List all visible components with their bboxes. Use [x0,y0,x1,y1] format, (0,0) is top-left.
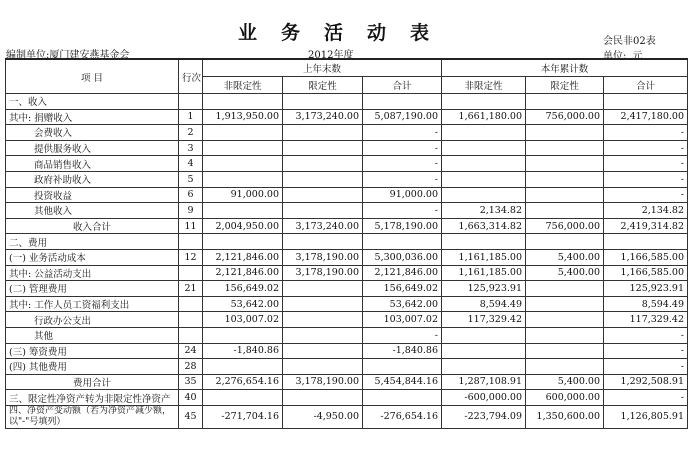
table-row [6,109,688,125]
cell-prev-restricted [283,125,363,141]
cell-prev-restricted [283,281,363,297]
activity-statement-table [5,58,688,429]
cell-prev-unrestricted: 1,913,950.00 [203,109,283,125]
cell-prev-restricted: 3,178,190.00 [283,249,363,265]
cell-prev-total [363,390,442,406]
row-item-label: 其他 [6,327,179,343]
row-number: 9 [179,203,203,219]
cell-prev-total: 5,454,844.16 [363,374,442,390]
cell-prev-total: 5,087,190.00 [363,109,442,125]
row-item-label: (一) 业务活动成本 [6,249,179,265]
header-prev-restricted: 限定性 [283,77,363,94]
cell-prev-total: - [363,203,442,219]
cell-prev-unrestricted [203,171,283,187]
cell-prev-unrestricted [203,156,283,172]
table-row [6,203,688,219]
header-item: 项 目 [6,59,179,94]
header-curr-year: 本年累计数 [442,59,688,77]
cell-curr-restricted [526,171,604,187]
cell-prev-restricted [283,140,363,156]
cell-curr-restricted: 600,000.00 [526,390,604,406]
cell-prev-total: - [363,327,442,343]
table-row [6,390,688,406]
cell-curr-total: - [604,390,688,406]
row-number: 35 [179,374,203,390]
row-number [179,265,203,281]
report-year: 2012年度 [308,50,354,61]
header-prev-year: 上年末数 [203,59,442,77]
cell-prev-unrestricted [203,327,283,343]
cell-prev-total: 103,007.02 [363,312,442,328]
cell-curr-unrestricted [442,343,526,359]
cell-curr-total: 1,166,585.00 [604,265,688,281]
row-number: 12 [179,249,203,265]
cell-prev-restricted: 3,173,240.00 [283,218,363,234]
cell-prev-total: 53,642.00 [363,296,442,312]
cell-curr-unrestricted: 1,287,108.91 [442,374,526,390]
cell-curr-total: 117,329.42 [604,312,688,328]
row-item-label: 四、净资产变动额（若为净资产减少额，以"-"号填列） [6,405,179,428]
cell-curr-restricted [526,187,604,203]
header-curr-restricted: 限定性 [526,77,604,94]
cell-prev-restricted [283,94,363,110]
cell-curr-total [604,234,688,250]
cell-curr-restricted [526,327,604,343]
cell-prev-restricted [283,327,363,343]
cell-prev-unrestricted: 2,121,846.00 [203,249,283,265]
cell-prev-total: - [363,125,442,141]
cell-curr-unrestricted: 1,161,185.00 [442,265,526,281]
cell-prev-total: - [363,140,442,156]
form-id: 会民非02表 [603,36,656,47]
cell-prev-restricted [283,359,363,375]
cell-curr-restricted [526,343,604,359]
cell-prev-restricted [283,171,363,187]
cell-prev-unrestricted [203,234,283,250]
cell-curr-unrestricted: 1,661,180.00 [442,109,526,125]
row-number: 5 [179,171,203,187]
cell-curr-total: 1,166,585.00 [604,249,688,265]
cell-curr-total: - [604,187,688,203]
cell-curr-total: - [604,343,688,359]
row-item-label: 行政办公支出 [6,312,179,328]
cell-prev-total: 91,000.00 [363,187,442,203]
cell-curr-unrestricted: -223,794.09 [442,405,526,428]
table-row [6,156,688,172]
cell-prev-total [363,94,442,110]
report-title: 业务活动表 [237,22,453,44]
cell-curr-restricted [526,296,604,312]
row-item-label: 商品销售收入 [6,156,179,172]
row-item-label: 其他收入 [6,203,179,219]
row-number: 3 [179,140,203,156]
cell-curr-unrestricted: 125,923.91 [442,281,526,297]
cell-prev-total: 2,121,846.00 [363,265,442,281]
cell-curr-restricted [526,359,604,375]
cell-curr-unrestricted [442,187,526,203]
row-number: 6 [179,187,203,203]
cell-curr-restricted: 756,000.00 [526,109,604,125]
cell-prev-total: -276,654.16 [363,405,442,428]
table-row [6,312,688,328]
cell-prev-total: - [363,156,442,172]
row-item-label: 会费收入 [6,125,179,141]
cell-prev-unrestricted: 156,649.02 [203,281,283,297]
cell-prev-restricted: -4,950.00 [283,405,363,428]
cell-curr-restricted [526,140,604,156]
cell-prev-restricted [283,390,363,406]
cell-curr-restricted: 5,400.00 [526,374,604,390]
table-row [6,296,688,312]
row-number: 45 [179,405,203,428]
cell-prev-unrestricted: 2,121,846.00 [203,265,283,281]
cell-curr-total: - [604,140,688,156]
header-curr-total: 合计 [604,77,688,94]
row-item-label: 三、限定性净资产转为非限定性净资产 [6,390,179,406]
cell-prev-unrestricted: 2,276,654.16 [203,374,283,390]
row-number: 11 [179,218,203,234]
table-row [6,265,688,281]
cell-curr-unrestricted [442,234,526,250]
cell-curr-unrestricted [442,94,526,110]
cell-curr-restricted: 756,000.00 [526,218,604,234]
cell-curr-unrestricted: 1,161,185.00 [442,249,526,265]
cell-prev-unrestricted: 91,000.00 [203,187,283,203]
cell-curr-restricted: 5,400.00 [526,249,604,265]
table-row [6,281,688,297]
row-item-label: (三) 筹资费用 [6,343,179,359]
cell-prev-unrestricted [203,125,283,141]
cell-prev-unrestricted: 53,642.00 [203,296,283,312]
cell-prev-unrestricted: -271,704.16 [203,405,283,428]
cell-prev-total [363,359,442,375]
cell-curr-total: - [604,125,688,141]
table-row [6,140,688,156]
table-row [6,125,688,141]
cell-curr-total: 2,417,180.00 [604,109,688,125]
row-item-label: 其中: 公益活动支出 [6,265,179,281]
cell-prev-restricted [283,312,363,328]
table-row [6,327,688,343]
table-row [6,374,688,390]
cell-prev-total [363,234,442,250]
row-number: 2 [179,125,203,141]
cell-prev-total: - [363,171,442,187]
cell-prev-restricted [283,203,363,219]
unit-label: 单位: [603,51,627,62]
row-item-label: (二) 管理费用 [6,281,179,297]
row-item-label: 费用合计 [6,374,179,390]
header-curr-unrestricted: 非限定性 [442,77,526,94]
cell-curr-total: 1,126,805.91 [604,405,688,428]
row-item-label: 二、费用 [6,234,179,250]
header-prev-total: 合计 [363,77,442,94]
cell-curr-restricted [526,203,604,219]
cell-curr-unrestricted [442,327,526,343]
table-row [6,249,688,265]
row-item-label: 投资收益 [6,187,179,203]
cell-prev-unrestricted [203,140,283,156]
cell-curr-unrestricted: 2,134.82 [442,203,526,219]
cell-curr-unrestricted: 117,329.42 [442,312,526,328]
cell-prev-unrestricted [203,359,283,375]
cell-curr-unrestricted [442,156,526,172]
cell-prev-total: -1,840.86 [363,343,442,359]
cell-prev-unrestricted [203,94,283,110]
row-item-label: 其中: 工作人员工资福利支出 [6,296,179,312]
organization-name: 编制单位:厦门建安燕基金会 [6,50,130,61]
cell-curr-unrestricted [442,140,526,156]
header-row-no: 行次 [179,59,203,94]
row-number: 21 [179,281,203,297]
row-number [179,234,203,250]
cell-prev-unrestricted [203,203,283,219]
cell-prev-unrestricted: -1,840.86 [203,343,283,359]
cell-prev-restricted [283,343,363,359]
row-item-label: 提供服务收入 [6,140,179,156]
cell-curr-total: - [604,359,688,375]
cell-curr-unrestricted: 8,594.49 [442,296,526,312]
table-row [6,218,688,234]
cell-curr-restricted: 5,400.00 [526,265,604,281]
unit-value: 元 [632,51,643,62]
table-row [6,405,688,428]
table-row [6,171,688,187]
cell-prev-unrestricted: 103,007.02 [203,312,283,328]
cell-curr-total: 1,292,508.91 [604,374,688,390]
row-number [179,94,203,110]
cell-curr-total: - [604,327,688,343]
cell-prev-restricted [283,234,363,250]
cell-curr-total: 2,134.82 [604,203,688,219]
table-row [6,187,688,203]
cell-curr-restricted [526,312,604,328]
cell-curr-total: - [604,156,688,172]
cell-curr-total [604,94,688,110]
cell-curr-total: 125,923.91 [604,281,688,297]
cell-curr-restricted [526,234,604,250]
cell-curr-unrestricted: -600,000.00 [442,390,526,406]
row-number: 40 [179,390,203,406]
cell-prev-restricted [283,296,363,312]
cell-prev-total: 5,300,036.00 [363,249,442,265]
table-row [6,94,688,110]
cell-prev-restricted: 3,173,240.00 [283,109,363,125]
cell-curr-unrestricted [442,171,526,187]
cell-prev-restricted: 3,178,190.00 [283,374,363,390]
cell-prev-total: 156,649.02 [363,281,442,297]
row-number: 28 [179,359,203,375]
cell-prev-restricted [283,156,363,172]
table-row [6,343,688,359]
cell-curr-total: - [604,171,688,187]
row-number: 24 [179,343,203,359]
table-body [6,94,688,429]
row-number: 1 [179,109,203,125]
table-row [6,234,688,250]
cell-prev-total: 5,178,190.00 [363,218,442,234]
cell-prev-restricted [283,187,363,203]
cell-prev-restricted: 3,178,190.00 [283,265,363,281]
row-item-label: 政府补助收入 [6,171,179,187]
cell-curr-restricted [526,281,604,297]
row-item-label: 其中: 捐赠收入 [6,109,179,125]
row-item-label: (四) 其他费用 [6,359,179,375]
cell-curr-restricted [526,156,604,172]
table-row [6,359,688,375]
cell-curr-restricted: 1,350,600.00 [526,405,604,428]
cell-curr-unrestricted [442,125,526,141]
cell-curr-total: 2,419,314.82 [604,218,688,234]
cell-curr-total: 8,594.49 [604,296,688,312]
row-number: 4 [179,156,203,172]
cell-curr-restricted [526,94,604,110]
cell-curr-restricted [526,125,604,141]
cell-prev-unrestricted [203,390,283,406]
cell-curr-unrestricted: 1,663,314.82 [442,218,526,234]
row-item-label: 收入合计 [6,218,179,234]
cell-curr-unrestricted [442,359,526,375]
row-number [179,296,203,312]
row-item-label: 一、收入 [6,94,179,110]
cell-prev-unrestricted: 2,004,950.00 [203,218,283,234]
header-prev-unrestricted: 非限定性 [203,77,283,94]
row-number [179,327,203,343]
row-number [179,312,203,328]
